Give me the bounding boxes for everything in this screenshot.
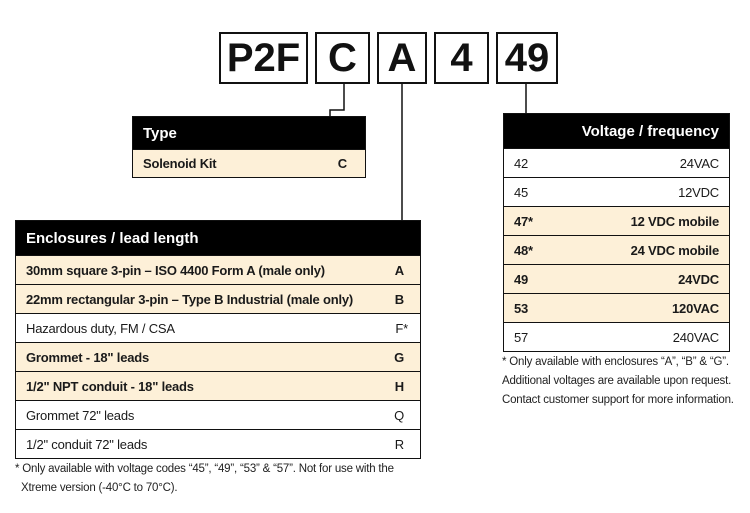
code-segment-p2f: P2F	[219, 32, 308, 84]
enclosure-row-code: H	[394, 378, 404, 394]
enclosure-row-code: A	[394, 262, 404, 278]
voltage-row-code: 57	[514, 329, 529, 345]
voltage-row-code: 42	[514, 155, 529, 171]
voltage-row-value: 24VDC	[678, 271, 719, 287]
voltage-row	[504, 322, 729, 351]
voltage-footnote	[502, 353, 742, 410]
enclosure-table-title: Enclosures / lead length	[26, 229, 199, 247]
enclosure-row	[16, 313, 420, 342]
voltage-row	[504, 264, 729, 293]
code-segment-4: 4	[434, 32, 489, 84]
voltage-row-code: 45	[514, 184, 529, 200]
voltage-row-value: 24VAC	[679, 155, 719, 171]
enclosure-row-label: 30mm square 3-pin – ISO 4400 Form A (male only)	[26, 262, 325, 278]
voltage-row-value: 120VAC	[672, 300, 719, 316]
voltage-footnote-line: * Only available with enclosures “A”, “B” & “G”.	[502, 356, 729, 368]
type-table-header	[133, 117, 365, 149]
enclosure-footnote	[15, 460, 415, 498]
type-table	[132, 116, 366, 178]
type-row-label: Solenoid Kit	[143, 156, 217, 171]
voltage-row-code: 48*	[514, 242, 533, 258]
enclosure-row-label: Grommet - 18" leads	[26, 349, 150, 365]
enclosure-row-label: Hazardous duty, FM / CSA	[26, 320, 175, 336]
voltage-table	[503, 113, 730, 352]
enclosure-row	[16, 255, 420, 284]
enclosure-row	[16, 284, 420, 313]
voltage-row-value: 240VAC	[672, 329, 719, 345]
voltage-row-value: 12VDC	[678, 184, 719, 200]
type-table-title: Type	[143, 124, 177, 142]
type-row	[133, 149, 365, 177]
enclosure-row-code: R	[394, 436, 404, 452]
voltage-row	[504, 235, 729, 264]
enclosure-row-label: 1/2" conduit 72" leads	[26, 436, 148, 452]
voltage-row	[504, 177, 729, 206]
enclosure-table-header	[16, 221, 420, 255]
code-segment-type: C	[315, 32, 370, 84]
type-row-code: C	[337, 156, 347, 171]
code-segment-enclosure: A	[377, 32, 427, 84]
voltage-row-code: 47*	[514, 213, 533, 229]
enclosure-row-label: 22mm rectangular 3-pin – Type B Industrial (male only)	[26, 291, 354, 307]
enclosure-row	[16, 342, 420, 371]
voltage-table-header	[504, 114, 729, 148]
code-segment-voltage: 49	[496, 32, 558, 84]
enclosure-row-code: F*	[395, 320, 408, 336]
enclosure-footnote-line: Xtreme version (-40°C to 70°C).	[21, 482, 178, 494]
voltage-row-value: 24 VDC mobile	[630, 242, 719, 258]
enclosure-row-code: G	[394, 349, 404, 365]
enclosure-row-label: Grommet 72" leads	[26, 407, 135, 423]
enclosure-row	[16, 400, 420, 429]
voltage-row-code: 49	[514, 271, 529, 287]
voltage-row	[504, 148, 729, 177]
voltage-row	[504, 206, 729, 235]
enclosure-table	[15, 220, 421, 459]
connector-type	[330, 84, 344, 116]
voltage-row	[504, 293, 729, 322]
voltage-row-code: 53	[514, 300, 529, 316]
enclosure-row-code: Q	[394, 407, 404, 423]
enclosure-row-code: B	[394, 291, 404, 307]
voltage-footnote-line: Contact customer support for more information.	[502, 394, 734, 406]
enclosure-footnote-line: * Only available with voltage codes “45”, “49”, “53” & “57”. Not for use with the	[15, 463, 394, 475]
voltage-row-value: 12 VDC mobile	[630, 213, 719, 229]
enclosure-row-label: 1/2" NPT conduit - 18" leads	[26, 378, 194, 394]
voltage-table-title: Voltage / frequency	[581, 122, 719, 140]
enclosure-row	[16, 429, 420, 458]
enclosure-row	[16, 371, 420, 400]
voltage-footnote-line: Additional voltages are available upon request.	[502, 375, 732, 387]
